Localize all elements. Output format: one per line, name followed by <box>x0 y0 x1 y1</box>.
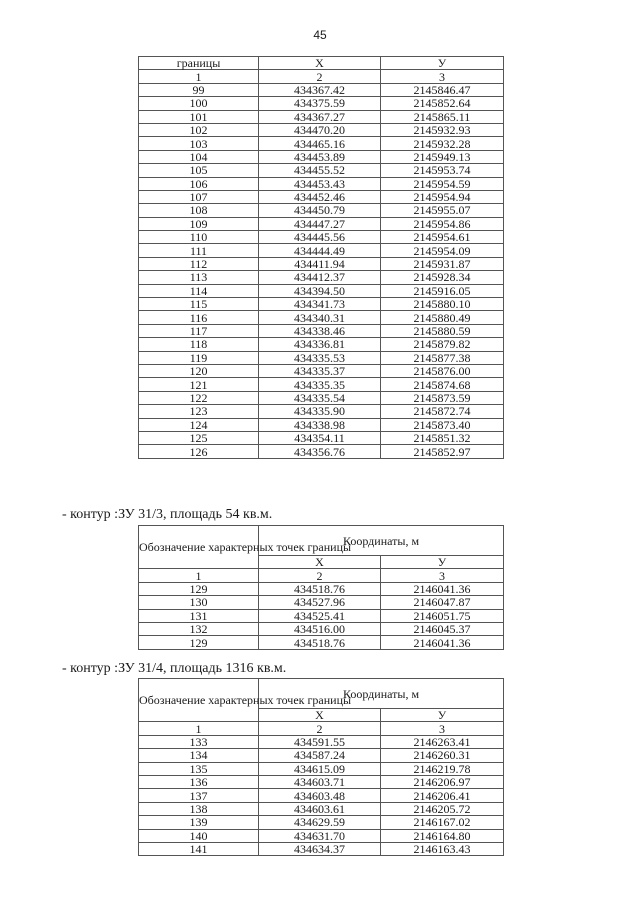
table-row <box>139 445 504 458</box>
y-coordinate-cell: 2145876.00 <box>381 364 504 377</box>
table-row <box>139 735 504 748</box>
y-coordinate-cell: 2145954.86 <box>381 217 504 230</box>
table-row <box>139 123 504 136</box>
table-row <box>139 137 504 150</box>
point-number-cell: 134 <box>139 749 259 762</box>
y-coordinate-cell: 2146045.37 <box>381 622 504 635</box>
contour-caption-31-3: - контур :ЗУ 31/3, площадь 54 кв.м. <box>62 507 273 522</box>
point-number-cell: 100 <box>139 97 259 110</box>
point-number-cell: 107 <box>139 190 259 203</box>
point-number-cell: 131 <box>139 609 259 622</box>
column-number: 1 <box>139 722 259 735</box>
point-number-cell: 129 <box>139 582 259 595</box>
table-row <box>139 351 504 364</box>
header-point: Обозначение характерных точек границы <box>139 679 259 722</box>
point-number-cell: 99 <box>139 83 259 96</box>
header-y: У <box>381 57 504 70</box>
x-coordinate-cell: 434335.90 <box>259 405 381 418</box>
point-number-cell: 135 <box>139 762 259 775</box>
column-number: 1 <box>139 70 259 83</box>
point-number-cell: 105 <box>139 164 259 177</box>
table-row <box>139 110 504 123</box>
header-point: Обозначение характерных точек границы <box>139 526 259 569</box>
point-number-cell: 141 <box>139 842 259 855</box>
y-coordinate-cell: 2145877.38 <box>381 351 504 364</box>
x-coordinate-cell: 434455.52 <box>259 164 381 177</box>
table-row <box>139 204 504 217</box>
y-coordinate-cell: 2145880.59 <box>381 324 504 337</box>
table-row <box>139 311 504 324</box>
x-coordinate-cell: 434367.27 <box>259 110 381 123</box>
y-coordinate-cell: 2146219.78 <box>381 762 504 775</box>
x-coordinate-cell: 434465.16 <box>259 137 381 150</box>
x-coordinate-cell: 434375.59 <box>259 97 381 110</box>
x-coordinate-cell: 434445.56 <box>259 231 381 244</box>
page-number: 45 <box>313 28 327 42</box>
table-row <box>139 177 504 190</box>
table-row <box>139 762 504 775</box>
coordinates-table-31-4 <box>138 678 504 856</box>
x-coordinate-cell: 434338.98 <box>259 418 381 431</box>
point-number-cell: 101 <box>139 110 259 123</box>
point-number-cell: 125 <box>139 431 259 444</box>
y-coordinate-cell: 2146263.41 <box>381 735 504 748</box>
column-number-row <box>139 722 504 735</box>
x-coordinate-cell: 434394.50 <box>259 284 381 297</box>
point-number-cell: 138 <box>139 802 259 815</box>
y-coordinate-cell: 2145955.07 <box>381 204 504 217</box>
x-coordinate-cell: 434335.37 <box>259 364 381 377</box>
y-coordinate-cell: 2146260.31 <box>381 749 504 762</box>
point-number-cell: 104 <box>139 150 259 163</box>
point-number-cell: 103 <box>139 137 259 150</box>
x-coordinate-cell: 434340.31 <box>259 311 381 324</box>
point-number-cell: 126 <box>139 445 259 458</box>
y-coordinate-cell: 2145874.68 <box>381 378 504 391</box>
x-coordinate-cell: 434335.53 <box>259 351 381 364</box>
header-x: Х <box>259 709 381 722</box>
x-coordinate-cell: 434453.89 <box>259 150 381 163</box>
point-number-cell: 120 <box>139 364 259 377</box>
x-coordinate-cell: 434447.27 <box>259 217 381 230</box>
y-coordinate-cell: 2145873.40 <box>381 418 504 431</box>
table-row <box>139 749 504 762</box>
x-coordinate-cell: 434452.46 <box>259 190 381 203</box>
point-number-cell: 116 <box>139 311 259 324</box>
point-number-cell: 102 <box>139 123 259 136</box>
point-number-cell: 139 <box>139 816 259 829</box>
point-number-cell: 130 <box>139 596 259 609</box>
table-row <box>139 418 504 431</box>
table-row <box>139 391 504 404</box>
x-coordinate-cell: 434631.70 <box>259 829 381 842</box>
table-row <box>139 829 504 842</box>
y-coordinate-cell: 2145954.09 <box>381 244 504 257</box>
column-number: 2 <box>259 722 381 735</box>
y-coordinate-cell: 2146047.87 <box>381 596 504 609</box>
y-coordinate-cell: 2145932.93 <box>381 123 504 136</box>
coordinates-table-continued <box>138 56 504 459</box>
y-coordinate-cell: 2145954.61 <box>381 231 504 244</box>
x-coordinate-cell: 434411.94 <box>259 257 381 270</box>
table-header-row <box>139 526 504 556</box>
x-coordinate-cell: 434444.49 <box>259 244 381 257</box>
table-row <box>139 231 504 244</box>
coordinates-table-31-3 <box>138 525 504 650</box>
x-coordinate-cell: 434335.35 <box>259 378 381 391</box>
x-coordinate-cell: 434412.37 <box>259 271 381 284</box>
x-coordinate-cell: 434527.96 <box>259 596 381 609</box>
point-number-cell: 133 <box>139 735 259 748</box>
point-number-cell: 110 <box>139 231 259 244</box>
y-coordinate-cell: 2145880.10 <box>381 298 504 311</box>
point-number-cell: 118 <box>139 338 259 351</box>
x-coordinate-cell: 434470.20 <box>259 123 381 136</box>
x-coordinate-cell: 434450.79 <box>259 204 381 217</box>
x-coordinate-cell: 434615.09 <box>259 762 381 775</box>
table-row <box>139 775 504 788</box>
x-coordinate-cell: 434338.46 <box>259 324 381 337</box>
table-row <box>139 609 504 622</box>
y-coordinate-cell: 2145851.32 <box>381 431 504 444</box>
x-coordinate-cell: 434525.41 <box>259 609 381 622</box>
point-number-cell: 122 <box>139 391 259 404</box>
point-number-cell: 117 <box>139 324 259 337</box>
point-number-cell: 136 <box>139 775 259 788</box>
table-row <box>139 244 504 257</box>
table-row <box>139 284 504 297</box>
table-row <box>139 83 504 96</box>
x-coordinate-cell: 434356.76 <box>259 445 381 458</box>
table-row <box>139 298 504 311</box>
y-coordinate-cell: 2146051.75 <box>381 609 504 622</box>
y-coordinate-cell: 2145928.34 <box>381 271 504 284</box>
table-row <box>139 842 504 855</box>
header-coordinates: Координаты, м <box>259 679 504 709</box>
y-coordinate-cell: 2145852.97 <box>381 445 504 458</box>
y-coordinate-cell: 2146206.41 <box>381 789 504 802</box>
column-number: 3 <box>381 569 504 582</box>
table-row <box>139 271 504 284</box>
point-number-cell: 111 <box>139 244 259 257</box>
point-number-cell: 108 <box>139 204 259 217</box>
column-number: 2 <box>259 569 381 582</box>
table-row <box>139 217 504 230</box>
header-x: Х <box>259 57 381 70</box>
table-row <box>139 257 504 270</box>
x-coordinate-cell: 434367.42 <box>259 83 381 96</box>
y-coordinate-cell: 2145879.82 <box>381 338 504 351</box>
table-row <box>139 378 504 391</box>
point-number-cell: 112 <box>139 257 259 270</box>
y-coordinate-cell: 2146041.36 <box>381 582 504 595</box>
point-number-cell: 129 <box>139 636 259 649</box>
table-row <box>139 802 504 815</box>
y-coordinate-cell: 2145872.74 <box>381 405 504 418</box>
point-number-cell: 124 <box>139 418 259 431</box>
table-row <box>139 190 504 203</box>
x-coordinate-cell: 434603.48 <box>259 789 381 802</box>
column-number-row <box>139 569 504 582</box>
table-row <box>139 164 504 177</box>
y-coordinate-cell: 2145931.87 <box>381 257 504 270</box>
contour-caption-31-4: - контур :ЗУ 31/4, площадь 1316 кв.м. <box>62 661 287 676</box>
x-coordinate-cell: 434634.37 <box>259 842 381 855</box>
y-coordinate-cell: 2145953.74 <box>381 164 504 177</box>
table-row <box>139 816 504 829</box>
point-number-cell: 123 <box>139 405 259 418</box>
header-point: границы <box>139 57 259 70</box>
table-header-row <box>139 679 504 709</box>
x-coordinate-cell: 434603.61 <box>259 802 381 815</box>
x-coordinate-cell: 434354.11 <box>259 431 381 444</box>
y-coordinate-cell: 2146164.80 <box>381 829 504 842</box>
table-row <box>139 622 504 635</box>
point-number-cell: 137 <box>139 789 259 802</box>
header-y: У <box>381 556 504 569</box>
table-row <box>139 596 504 609</box>
column-number: 2 <box>259 70 381 83</box>
y-coordinate-cell: 2145852.64 <box>381 97 504 110</box>
x-coordinate-cell: 434603.71 <box>259 775 381 788</box>
point-number-cell: 106 <box>139 177 259 190</box>
x-coordinate-cell: 434341.73 <box>259 298 381 311</box>
table-row <box>139 338 504 351</box>
y-coordinate-cell: 2145954.94 <box>381 190 504 203</box>
header-y: У <box>381 709 504 722</box>
x-coordinate-cell: 434629.59 <box>259 816 381 829</box>
x-coordinate-cell: 434518.76 <box>259 582 381 595</box>
y-coordinate-cell: 2146205.72 <box>381 802 504 815</box>
point-number-cell: 113 <box>139 271 259 284</box>
point-number-cell: 115 <box>139 298 259 311</box>
x-coordinate-cell: 434591.55 <box>259 735 381 748</box>
y-coordinate-cell: 2145916.05 <box>381 284 504 297</box>
x-coordinate-cell: 434335.54 <box>259 391 381 404</box>
y-coordinate-cell: 2145954.59 <box>381 177 504 190</box>
table-header-row <box>139 57 504 70</box>
y-coordinate-cell: 2146206.97 <box>381 775 504 788</box>
table-row <box>139 97 504 110</box>
y-coordinate-cell: 2146167.02 <box>381 816 504 829</box>
column-number-row <box>139 70 504 83</box>
header-x: Х <box>259 556 381 569</box>
x-coordinate-cell: 434516.00 <box>259 622 381 635</box>
table-row <box>139 405 504 418</box>
y-coordinate-cell: 2145846.47 <box>381 83 504 96</box>
y-coordinate-cell: 2145873.59 <box>381 391 504 404</box>
column-number: 3 <box>381 722 504 735</box>
y-coordinate-cell: 2145932.28 <box>381 137 504 150</box>
point-number-cell: 109 <box>139 217 259 230</box>
column-number: 3 <box>381 70 504 83</box>
table-row <box>139 789 504 802</box>
y-coordinate-cell: 2145865.11 <box>381 110 504 123</box>
table-row <box>139 431 504 444</box>
point-number-cell: 132 <box>139 622 259 635</box>
x-coordinate-cell: 434587.24 <box>259 749 381 762</box>
table-row <box>139 324 504 337</box>
y-coordinate-cell: 2145949.13 <box>381 150 504 163</box>
x-coordinate-cell: 434518.76 <box>259 636 381 649</box>
table-row <box>139 582 504 595</box>
point-number-cell: 119 <box>139 351 259 364</box>
column-number: 1 <box>139 569 259 582</box>
x-coordinate-cell: 434336.81 <box>259 338 381 351</box>
table-row <box>139 364 504 377</box>
table-row <box>139 150 504 163</box>
y-coordinate-cell: 2146163.43 <box>381 842 504 855</box>
header-coordinates: Координаты, м <box>259 526 504 556</box>
y-coordinate-cell: 2145880.49 <box>381 311 504 324</box>
y-coordinate-cell: 2146041.36 <box>381 636 504 649</box>
point-number-cell: 121 <box>139 378 259 391</box>
point-number-cell: 114 <box>139 284 259 297</box>
point-number-cell: 140 <box>139 829 259 842</box>
x-coordinate-cell: 434453.43 <box>259 177 381 190</box>
table-row <box>139 636 504 649</box>
